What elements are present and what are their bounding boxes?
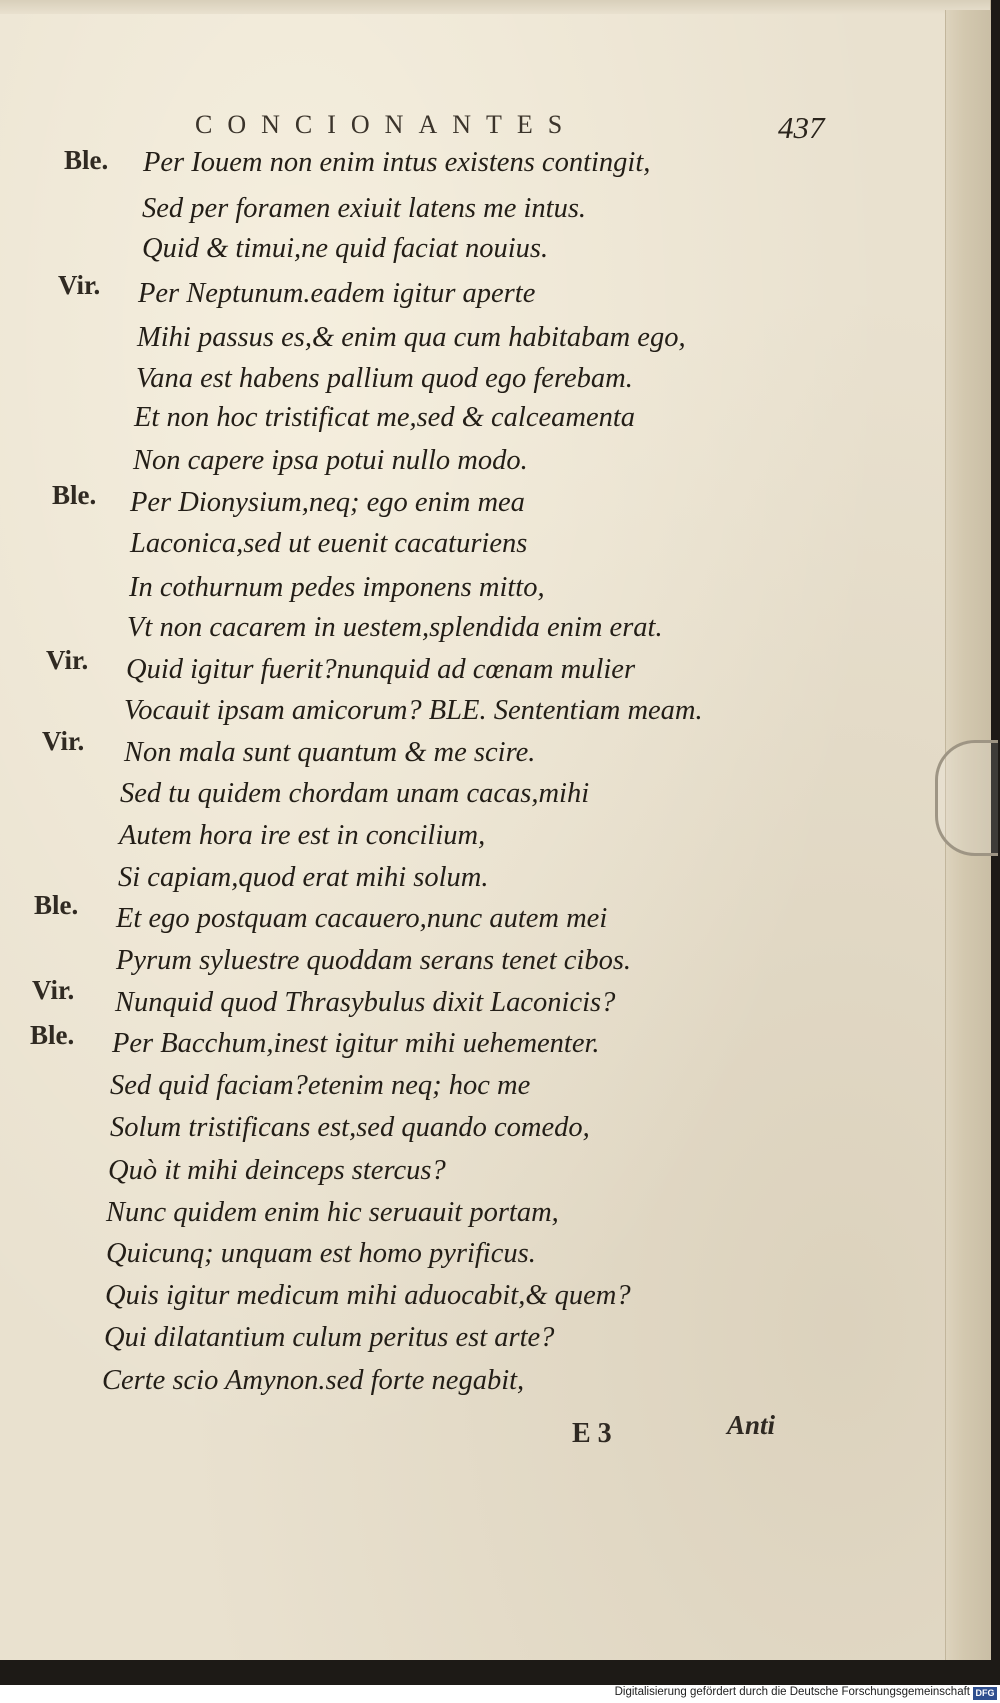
- text-line: Quò it mihi deinceps stercus?: [108, 1155, 446, 1186]
- speaker-label: Vir.: [42, 726, 85, 756]
- text-line: Si capiam,quod erat mihi solum.: [118, 862, 489, 893]
- text-line: Qui dilatantium culum peritus est arte?: [104, 1322, 555, 1353]
- text-line: Per Neptunum.eadem igitur aperte: [138, 278, 536, 309]
- text-line: Quicunq; unquam est homo pyrificus.: [106, 1238, 536, 1269]
- text-line: Solum tristificans est,sed quando comedo,: [110, 1112, 590, 1143]
- text-line: Sed tu quidem chordam unam cacas,mihi: [120, 778, 590, 809]
- text-line: Quis igitur medicum mihi aduocabit,& quem?: [105, 1280, 631, 1311]
- text-line: Pyrum syluestre quoddam serans tenet cibos.: [116, 945, 632, 976]
- text-line: Per Iouem non enim intus existens contingit,: [143, 147, 651, 178]
- speaker-label: Vir.: [46, 645, 89, 675]
- text-line: Vt non cacarem in uestem,splendida enim erat.: [127, 612, 663, 643]
- text-line: Vocauit ipsam amicorum? BLE. Sententiam meam.: [124, 695, 703, 726]
- text-line: Per Dionysium,neq; ego enim mea: [130, 487, 525, 518]
- text-line: Vana est habens pallium quod ego ferebam.: [136, 363, 633, 394]
- text-line: Laconica,sed ut euenit cacaturiens: [130, 528, 528, 559]
- page-clip: [935, 740, 998, 856]
- text-line: Quid igitur fuerit?nunquid ad cœnam mulier: [126, 654, 636, 685]
- digitization-notice: Digitalisierung gefördert durch die Deutsche Forschungsgemeinschaft: [614, 1686, 970, 1698]
- text-line: Mihi passus es,& enim qua cum habitabam ego,: [137, 322, 686, 353]
- text-line: In cothurnum pedes imponens mitto,: [129, 572, 545, 603]
- speaker-label: Vir.: [32, 975, 75, 1005]
- text-line: Nunc quidem enim hic seruauit portam,: [106, 1197, 559, 1228]
- text-line: Sed quid faciam?etenim neq; hoc me: [110, 1070, 531, 1101]
- text-line: Et ego postquam cacauero,nunc autem mei: [116, 903, 608, 934]
- speaker-label: Ble.: [64, 145, 109, 175]
- text-line: Non capere ipsa potui nullo modo.: [133, 445, 528, 476]
- page-top-edge: [0, 0, 990, 14]
- digitization-bar: [0, 1685, 1000, 1703]
- text-line: Sed per foramen exiuit latens me intus.: [142, 193, 587, 224]
- signature-mark: E 3: [572, 1418, 612, 1449]
- catchword: Anti: [727, 1410, 776, 1440]
- speaker-label: Ble.: [52, 480, 97, 510]
- speaker-label: Ble.: [30, 1020, 75, 1050]
- text-line: Per Bacchum,inest igitur mihi uehementer.: [112, 1028, 600, 1059]
- text-line: Nunquid quod Thrasybulus dixit Laconicis?: [115, 987, 616, 1018]
- running-title: CONCIONANTES: [195, 110, 578, 139]
- text-line: Non mala sunt quantum & me scire.: [124, 737, 536, 768]
- text-line: Certe scio Amynon.sed forte negabit,: [102, 1365, 525, 1396]
- speaker-label: Vir.: [58, 270, 101, 300]
- text-line: Et non hoc tristificat me,sed & calceamenta: [134, 402, 636, 433]
- text-line: Autem hora ire est in concilium,: [119, 820, 486, 851]
- page-number: 437: [778, 110, 825, 145]
- dfg-logo: DFG: [973, 1687, 997, 1700]
- text-line: Quid & timui,ne quid faciat nouius.: [142, 233, 549, 264]
- speaker-label: Ble.: [34, 890, 79, 920]
